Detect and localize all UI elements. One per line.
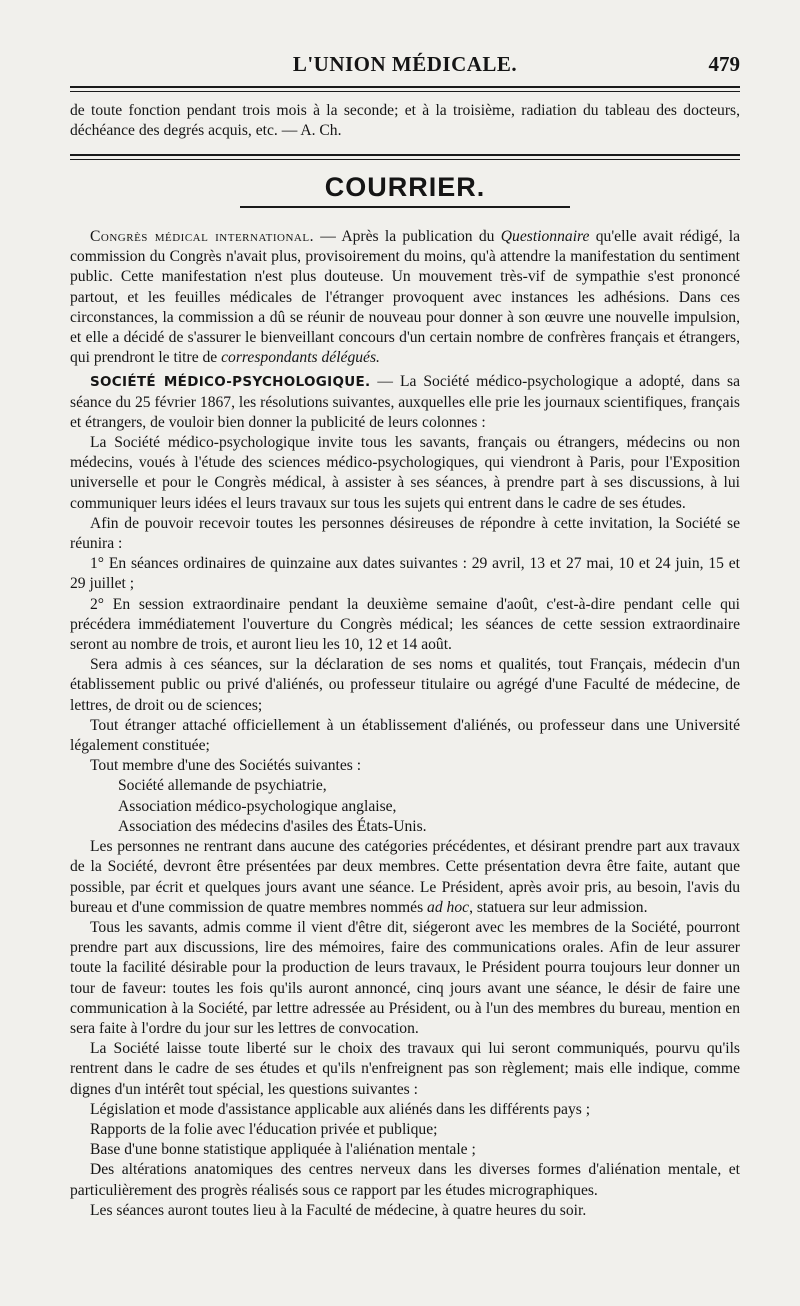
paragraph-savants: Tous les savants, admis comme il vient d'être dit, siégeront avec les membres de la Société, pourront prendre part aux discussions, lire des mémoires, faire des communications orales. Afin de leur assurer toute la facilité désirable pour la production de leurs travaux, le Président pourra toujours leur donner un tour de faveur: toutes les fois qu'ils auront annoncé, cinq jours avant une séance, le désir de faire une communication à la Société, par lettre adressée au Président, ou à l'un des membres du bureau, mention en sera faite à l'ordre du jour sur les lettres de convocation. xyxy=(70,918,740,1037)
paragraph-invitation: La Société médico-psychologique invite tous les savants, français ou étrangers, médecins ou non médecins, voués à l'étude des sciences médico-psychologiques, qui viendront à Paris, pour l'Exposition universelle et pour le Congrès médical, à assister à ses séances, à prendre part à ses discussions, à lui communiquer leurs idées el leurs travaux sur tous les sujets qui entrent dans le cadre de ses études. xyxy=(70,434,740,512)
paragraph-lieu-seances: Les séances auront toutes lieu à la Faculté de médecine, à quatre heures du soir. xyxy=(90,1201,587,1219)
section-rule-top-thin xyxy=(70,159,740,160)
intro-fragment: de toute fonction pendant trois mois à la seconde; et à la troisième, radiation du tableau des docteurs, déchéance des degrés acquis, etc. — A. Ch. xyxy=(70,102,740,140)
questionnaire-title: Questionnaire xyxy=(500,228,590,245)
header-rule xyxy=(70,86,740,88)
societe-paragraph: SOCIÉTÉ MÉDICO-PSYCHOLOGIQUE. — La Société médico-psychologique a adopté, dans sa séance du 25 février 1867, les résolutions suivantes, auxquelles elle prie les journaux scientifiques, français et étrangers, de vouloir bien donner la publicité de leurs colonnes : xyxy=(70,373,740,431)
paragraph-alterations: Des altérations anatomiques des centres nerveux dans les diverses formes d'aliénation mentale, et particulièrement des progrès réalisés sous ce rapport par les études micrographiques. xyxy=(70,1161,740,1199)
section-rule-top xyxy=(70,154,740,156)
societe-heading: SOCIÉTÉ MÉDICO-PSYCHOLOGIQUE. xyxy=(90,374,371,391)
society-item: Association des médecins d'asiles des États-Unis. xyxy=(118,817,427,835)
paragraph-presentation: Les personnes ne rentrant dans aucune des catégories précédentes, et désirant prendre part aux travaux de la Société, devront être présentées par deux membres. Cette présentation devra être faite, autant que possible, par écrit et quelques jours avant une séance. Le Président, après avoir pris, au besoin, l'avis du bureau et d'une commission de quatre membres nommés ad hoc, statuera sur leur admission. xyxy=(70,838,740,916)
congres-paragraph: Congrès médical international. — Après la publication du Questionnaire qu'elle avait rédigé, la commission du Congrès n'avait plus, provisoirement du moins, qu'à attendre la manifestation du sentiment public. Cette manifestation n'est plus douteuse. Un mouvement très-vif de sympathie s'est prononcé partout, et les feuilles médicales de l'étranger provoquent avec instances les adhésions. Dans ces circonstances, la commission a dû se réunir de nouveau pour donner à son œuvre une nouvelle impulsion, et elle a décidé de s'assurer le bienveillant concours d'un certain nombre de confrères français et étrangers, qui prendront le titre de correspondants délégués. xyxy=(70,228,740,367)
society-item: Société allemande de psychiatrie, xyxy=(118,777,327,795)
paragraph-membres-societes: Tout membre d'une des Sociétés suivantes : xyxy=(90,757,362,775)
paragraph-admission-etranger: Tout étranger attaché officiellement à un établissement d'aliénés, ou professeur dans une Université légalement constituée; xyxy=(70,716,740,755)
page-number: 479 xyxy=(708,52,740,76)
correspondants-term: correspondants délégués. xyxy=(221,349,380,367)
paragraph-liberte: La Société laisse toute liberté sur le choix des travaux qui lui seront communiqués, pourvu qu'ils rentrent dans le cadre de ses études et qu'ils n'enfreignent pas son règlement; mais elle indique, comme dignes d'un intérêt tout spécial, les questions suivantes : xyxy=(70,1040,740,1098)
congres-heading: Congrès médical international. xyxy=(90,228,314,245)
paragraph-session-extraordinaire: 2° En session extraordinaire pendant la deuxième semaine d'août, c'est-à-dire pendant celle qui précédera immédiatement l'ouverture du Congrès médical; les séances de cette session extraordinaire seront au nombre de trois, et auront lieu les 10, 12 et 14 août. xyxy=(70,595,740,654)
question-item: Rapports de la folie avec l'éducation privée et publique; xyxy=(90,1120,438,1138)
paragraph-reunion: Afin de pouvoir recevoir toutes les personnes désireuses de répondre à cette invitation, la Société se réunira : xyxy=(70,514,740,553)
question-item: Législation et mode d'assistance applicable aux aliénés dans les différents pays ; xyxy=(90,1100,591,1118)
running-title: L'UNION MÉDICALE. xyxy=(292,52,518,76)
intro-fragment-block xyxy=(70,101,740,141)
question-item: Base d'une bonne statistique appliquée à l'aliénation mentale ; xyxy=(90,1141,476,1159)
page-header xyxy=(70,52,740,82)
article-body xyxy=(70,227,740,1221)
paragraph-admission-francais: Sera admis à ces séances, sur la déclaration de ses noms et qualités, tout Français, médecin d'un établissement public ou privé d'aliénés, ou professeur titulaire ou agrégé d'une Faculté de médecine, de lettres, de droit ou de sciences; xyxy=(70,656,740,714)
society-item: Association médico-psychologique anglaise, xyxy=(118,797,397,815)
header-rule-thin xyxy=(70,91,740,92)
section-title-underline xyxy=(240,206,570,208)
section-title: COURRIER. xyxy=(324,172,486,202)
paragraph-seances-ordinaires: 1° En séances ordinaires de quinzaine aux dates suivantes : 29 avril, 13 et 27 mai, 10 et 24 juin, 15 et 29 juillet ; xyxy=(70,555,740,593)
